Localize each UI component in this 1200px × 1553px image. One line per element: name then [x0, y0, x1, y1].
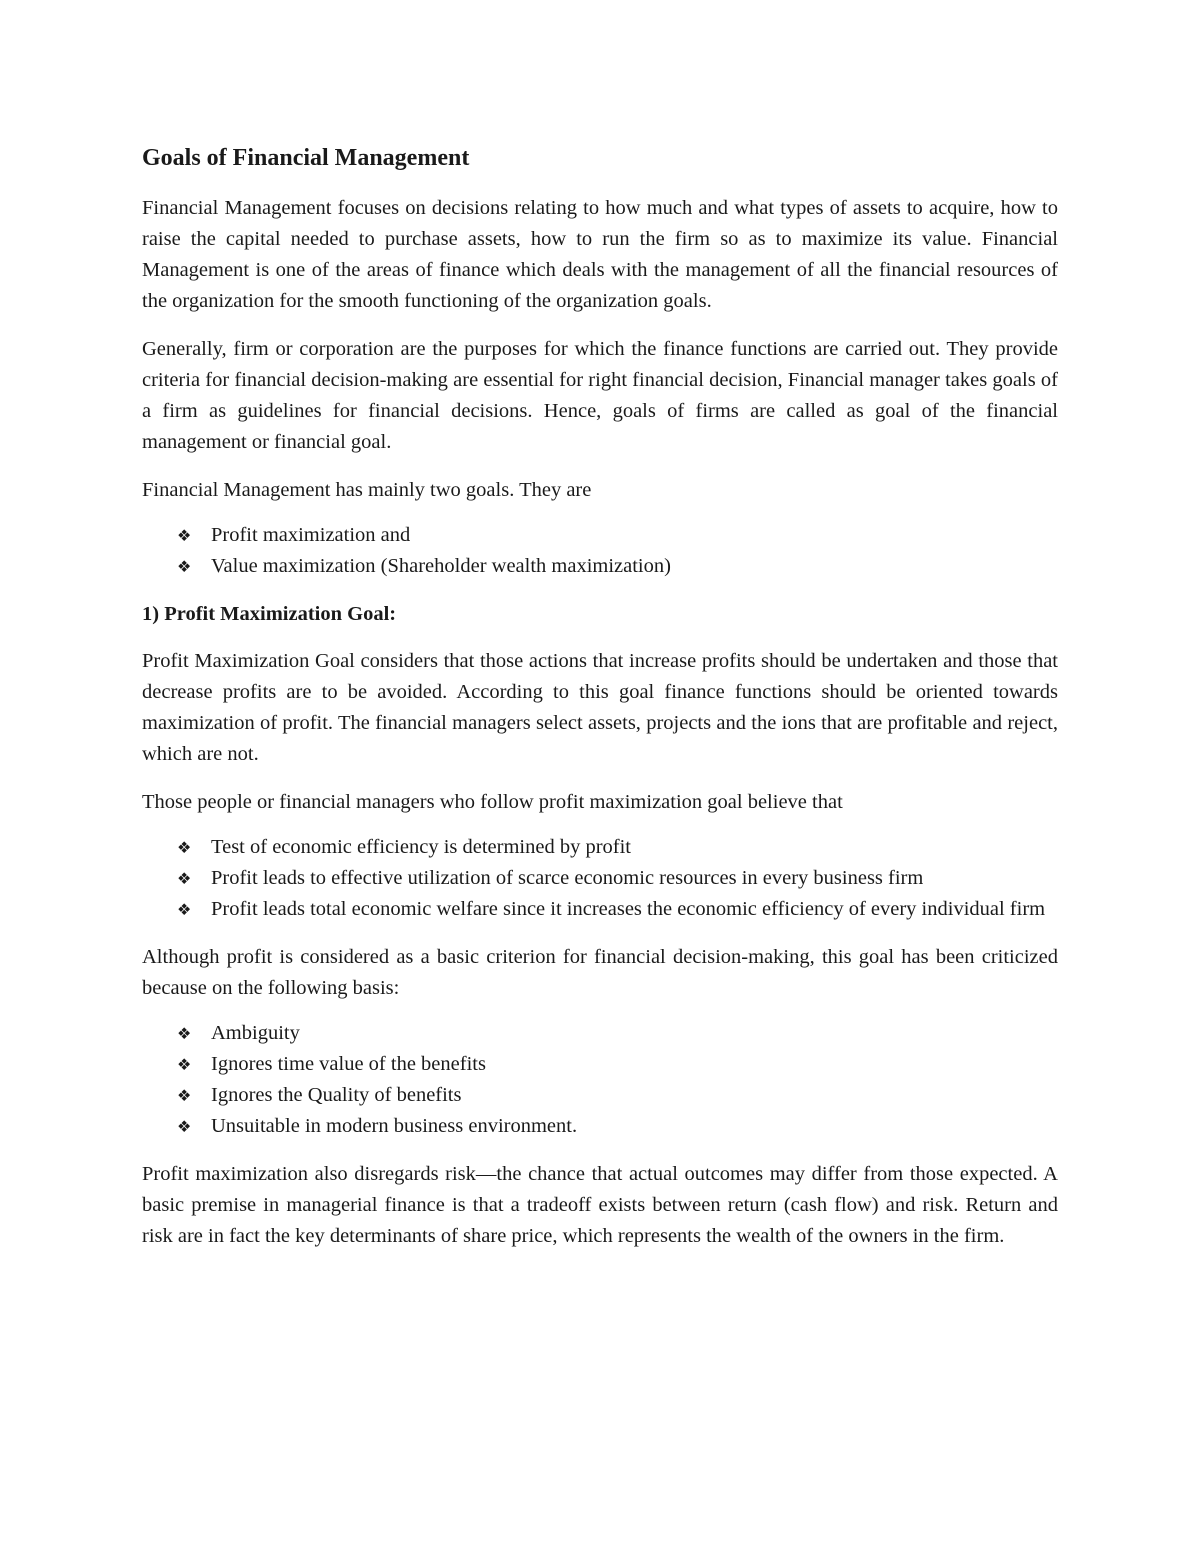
four-diamond-bullet-icon: ❖ [177, 557, 192, 576]
list-item-text: Ambiguity [211, 1022, 300, 1044]
list-item [142, 1111, 1058, 1142]
four-diamond-bullet-icon: ❖ [177, 838, 192, 857]
paragraph-profit-goal: Profit Maximization Goal considers that those actions that increase profits should be undertaken and those that decrease profits are to be avoided. According to this goal finance functions should be oriented towards maximization of profit. The financial managers select assets, projects and the ions that are profitable and reject, which are not. [142, 650, 1058, 765]
list-item [142, 1049, 1058, 1080]
list-item-text: Ignores the Quality of benefits [211, 1084, 462, 1106]
list-item [142, 1018, 1058, 1049]
list-item-text: Value maximization (Shareholder wealth maximization) [211, 555, 671, 577]
list-item-text: Profit leads total economic welfare since it increases the economic efficiency of every individual firm [211, 898, 1046, 920]
four-diamond-bullet-icon: ❖ [177, 869, 192, 888]
four-diamond-bullet-icon: ❖ [177, 526, 192, 545]
list-item [142, 863, 1058, 894]
list-item-text: Unsuitable in modern business environment. [211, 1115, 578, 1137]
section-heading: 1) Profit Maximization Goal: [142, 603, 397, 625]
list-item [142, 520, 1058, 551]
list-item-text: Test of economic efficiency is determined by profit [211, 836, 631, 858]
list-item-text: Ignores time value of the benefits [211, 1053, 486, 1075]
list-item-text: Profit maximization and [211, 524, 411, 546]
four-diamond-bullet-icon: ❖ [177, 900, 192, 919]
criticisms-list [142, 1018, 1058, 1142]
paragraph-believers: Those people or financial managers who follow profit maximization goal believe that [142, 791, 843, 813]
list-item [142, 1080, 1058, 1111]
paragraph-risk: Profit maximization also disregards risk—the chance that actual outcomes may differ from those expected. A basic premise in managerial finance is that a tradeoff exists between return (cash flow) and risk. Return and risk are in fact the key determinants of share price, which represents the wealth of the owners in the firm. [142, 1163, 1058, 1247]
document-title: Goals of Financial Management [142, 145, 470, 171]
beliefs-list [142, 832, 1058, 925]
four-diamond-bullet-icon: ❖ [177, 1086, 192, 1105]
four-diamond-bullet-icon: ❖ [177, 1055, 192, 1074]
paragraph-two-goals: Financial Management has mainly two goals. They are [142, 479, 592, 501]
four-diamond-bullet-icon: ❖ [177, 1024, 192, 1043]
list-item [142, 894, 1058, 925]
list-item [142, 832, 1058, 863]
document-page [142, 138, 1058, 1269]
paragraph-goals-purpose: Generally, firm or corporation are the purposes for which the finance functions are carried out. They provide criteria for financial decision-making are essential for right financial decision, Financial manager takes goals of a firm as guidelines for financial decisions. Hence, goals of firms are called as goal of the financial management or financial goal. [142, 338, 1058, 453]
goals-list [142, 520, 1058, 582]
list-item-text: Profit leads to effective utilization of scarce economic resources in every business firm [211, 867, 924, 889]
list-item [142, 551, 1058, 582]
four-diamond-bullet-icon: ❖ [177, 1117, 192, 1136]
paragraph-criticism: Although profit is considered as a basic criterion for financial decision-making, this goal has been criticized because on the following basis: [142, 946, 1058, 999]
paragraph-intro: Financial Management focuses on decisions relating to how much and what types of assets to acquire, how to raise the capital needed to purchase assets, how to run the firm so as to maximize its value. Financial Management is one of the areas of finance which deals with the management of all the financial resources of the organization for the smooth functioning of the organization goals. [142, 197, 1058, 312]
